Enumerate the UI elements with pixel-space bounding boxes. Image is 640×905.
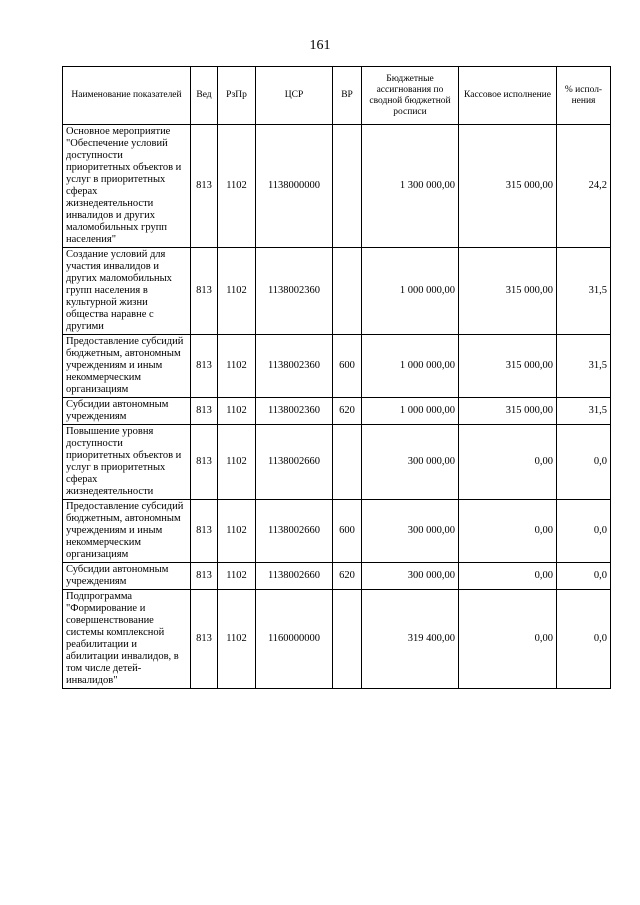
table-header-row [63,67,611,125]
row-vr [333,248,362,335]
header-budget: Бюджетные ассигнования по сводной бюджетной росписи [362,67,459,125]
table-row [63,335,611,398]
row-ved: 813 [191,335,218,398]
row-csr: 1138002360 [256,248,333,335]
row-cash: 315 000,00 [459,335,557,398]
row-cash: 315 000,00 [459,125,557,248]
table-row [63,590,611,689]
row-budget: 300 000,00 [362,563,459,590]
row-rzpr: 1102 [218,425,256,500]
row-ved: 813 [191,398,218,425]
row-vr [333,125,362,248]
row-vr: 600 [333,335,362,398]
row-cash: 0,00 [459,425,557,500]
table-row [63,425,611,500]
header-name: Наименование показателей [63,67,191,125]
header-rzpr: РзПр [218,67,256,125]
row-cash: 315 000,00 [459,248,557,335]
row-budget: 319 400,00 [362,590,459,689]
row-name: Создание условий для участия инвалидов и других маломобильных групп населения в культурной жизни общества наравне с другими [63,248,191,335]
row-cash: 0,00 [459,563,557,590]
row-budget: 300 000,00 [362,425,459,500]
row-vr: 620 [333,563,362,590]
row-name: Предоставление субсидий бюджетным, автономным учреждениям и иным некоммерческим организациям [63,500,191,563]
row-vr [333,590,362,689]
row-ved: 813 [191,248,218,335]
row-pct: 0,0 [557,500,611,563]
row-csr: 1138002660 [256,500,333,563]
row-vr [333,425,362,500]
row-pct: 31,5 [557,335,611,398]
row-cash: 315 000,00 [459,398,557,425]
row-vr: 600 [333,500,362,563]
row-pct: 24,2 [557,125,611,248]
header-ved: Вед [191,67,218,125]
row-rzpr: 1102 [218,563,256,590]
row-name: Субсидии автономным учреждениям [63,563,191,590]
table-row [63,398,611,425]
row-ved: 813 [191,590,218,689]
row-budget: 1 000 000,00 [362,248,459,335]
row-pct: 0,0 [557,590,611,689]
row-cash: 0,00 [459,500,557,563]
row-csr: 1138000000 [256,125,333,248]
row-name: Предоставление субсидий бюджетным, автономным учреждениям и иным некоммерческим организациям [63,335,191,398]
row-budget: 1 000 000,00 [362,398,459,425]
row-budget: 1 300 000,00 [362,125,459,248]
row-rzpr: 1102 [218,398,256,425]
row-rzpr: 1102 [218,125,256,248]
row-pct: 0,0 [557,425,611,500]
budget-execution-table [62,66,611,689]
header-cash: Кассовое исполнение [459,67,557,125]
header-pct: % испол-нения [557,67,611,125]
table-row [63,500,611,563]
row-name: Подпрограмма "Формирование и совершенствование системы комплексной реабилитации и абилитации инвалидов, в том числе детей-инвалидов" [63,590,191,689]
row-csr: 1138002660 [256,563,333,590]
row-name: Повышение уровня доступности приоритетных объектов и услуг в приоритетных сферах жизнедеятельности [63,425,191,500]
row-name: Основное мероприятие "Обеспечение условий доступности приоритетных объектов и услуг в приоритетных сферах жизнедеятельности инвалидов и других маломобильных групп населения" [63,125,191,248]
row-name: Субсидии автономным учреждениям [63,398,191,425]
row-rzpr: 1102 [218,590,256,689]
row-csr: 1160000000 [256,590,333,689]
table-row [63,563,611,590]
header-vr: ВР [333,67,362,125]
row-cash: 0,00 [459,590,557,689]
row-vr: 620 [333,398,362,425]
row-budget: 1 000 000,00 [362,335,459,398]
row-rzpr: 1102 [218,335,256,398]
row-ved: 813 [191,425,218,500]
row-budget: 300 000,00 [362,500,459,563]
table-row [63,125,611,248]
row-rzpr: 1102 [218,500,256,563]
row-csr: 1138002360 [256,398,333,425]
row-ved: 813 [191,563,218,590]
row-csr: 1138002360 [256,335,333,398]
row-pct: 31,5 [557,248,611,335]
page-number: 161 [309,38,331,53]
row-pct: 31,5 [557,398,611,425]
header-csr: ЦСР [256,67,333,125]
row-csr: 1138002660 [256,425,333,500]
row-ved: 813 [191,125,218,248]
table-row [63,248,611,335]
row-pct: 0,0 [557,563,611,590]
row-ved: 813 [191,500,218,563]
row-rzpr: 1102 [218,248,256,335]
